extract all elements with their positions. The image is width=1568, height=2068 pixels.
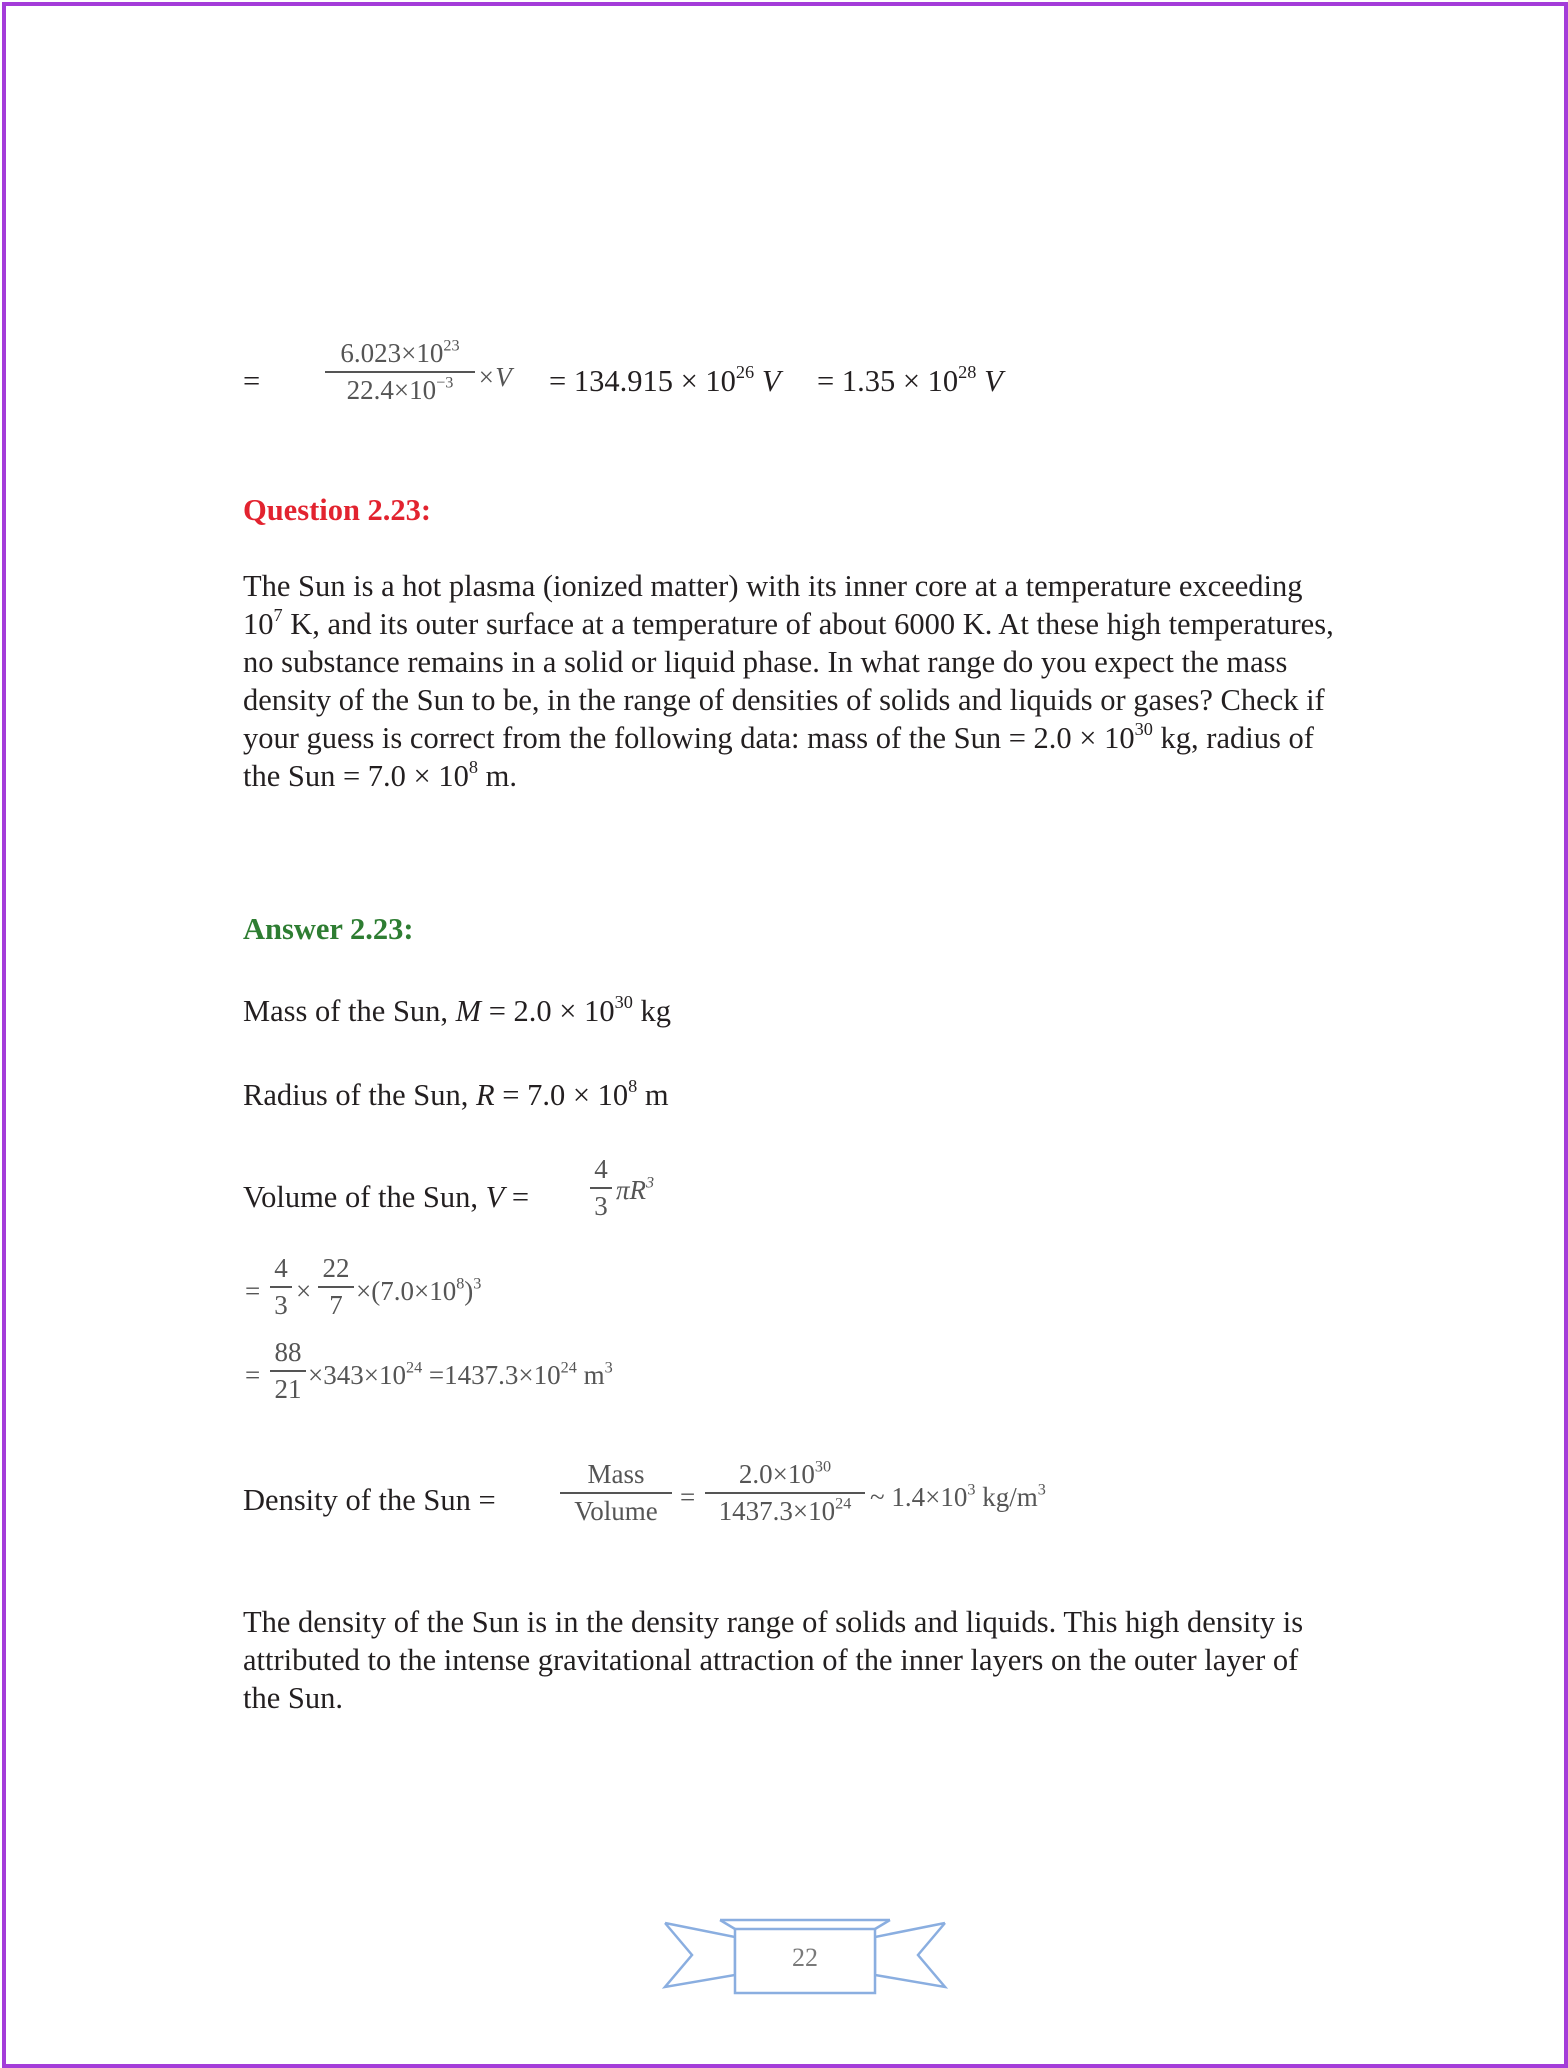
density-frac-values: $2.0\times 10^{30}$ $1437.3\times 10^{24}$ bbox=[705, 1459, 865, 1527]
conclusion-line-3: the Sun. bbox=[243, 1681, 343, 1715]
page-number: 22 bbox=[792, 1943, 818, 1972]
conclusion-text bbox=[243, 1603, 1373, 1717]
eq-equals: = bbox=[243, 364, 261, 398]
volume-frac: 4 3 bbox=[590, 1154, 612, 1222]
step1-frac-1: 4 3 bbox=[270, 1253, 292, 1321]
step1-equals: = bbox=[245, 1276, 261, 1306]
eq-result-2: = $1.35 \times 10^{28}$ V bbox=[817, 362, 1003, 398]
page-border bbox=[2, 2, 1568, 2068]
question-text bbox=[243, 567, 1373, 795]
density-result: ~ $1.4\times 10^3$ $kg/m^3$ bbox=[870, 1480, 1046, 1512]
step2-equals: = bbox=[245, 1360, 261, 1390]
step2-frac: 88 21 bbox=[270, 1337, 306, 1405]
question-line-6: the Sun = $7.0 \times 10^8$ m. bbox=[243, 757, 518, 793]
eq-denominator: $22.4\times 10^{-3}$ bbox=[346, 373, 454, 405]
volume-pi-r: $\pi R^3$ bbox=[616, 1173, 655, 1205]
eq-result-1: = $134.915 \times 10^{26}$ V bbox=[549, 362, 781, 398]
eq-numerator: $6.023\times 10^{23}$ bbox=[340, 336, 460, 368]
step1-frac-2: 22 7 bbox=[318, 1253, 354, 1321]
eq-times-v: ×V bbox=[477, 362, 512, 392]
question-heading: Question 2.23: bbox=[243, 493, 432, 527]
question-line-5: your guess is correct from the following data: mass of the Sun = $2.0 \times 10^{30}$ kg, radius of bbox=[243, 719, 1314, 755]
answer-mass: Mass of the Sun, $M = 2.0 \times 10^{30}$ kg bbox=[243, 992, 672, 1028]
question-line-4: density of the Sun to be, in the range of densities of solids and liquids or gases? Check if bbox=[243, 683, 1325, 717]
question-line-2: $10^7$ K, and its outer surface at a temperature of about 6000 K. At these high temperatures, bbox=[243, 605, 1334, 641]
conclusion-line-2: attributed to the intense gravitational attraction of the inner layers on the outer layer of bbox=[243, 1643, 1299, 1677]
answer-volume-label: Volume of the Sun, V = bbox=[243, 1180, 530, 1214]
question-line-3: no substance remains in a solid or liquid phase. In what range do you expect the mass bbox=[243, 645, 1288, 679]
step1-rest: $\times(7.0\times 10^8)^3$ bbox=[356, 1274, 482, 1306]
eq-fraction bbox=[325, 338, 475, 406]
conclusion-line-1: The density of the Sun is in the density range of solids and liquids. This high density is bbox=[243, 1605, 1304, 1639]
step1-times: × bbox=[296, 1276, 312, 1306]
question-line-1: The Sun is a hot plasma (ionized matter) with its inner core at a temperature exceeding bbox=[243, 569, 1303, 603]
step2-rest: $\times 343\times 10^{24} =1437.3\times 10^{24}$ $m^3$ bbox=[308, 1358, 613, 1390]
answer-radius: Radius of the Sun, $R = 7.0 \times 10^8$ m bbox=[243, 1076, 669, 1112]
density-label: Density of the Sun = bbox=[243, 1483, 496, 1517]
density-frac-words: Mass Volume bbox=[560, 1459, 672, 1527]
density-equals: = bbox=[680, 1482, 696, 1512]
answer-heading: Answer 2.23: bbox=[243, 912, 414, 946]
page-number-ribbon bbox=[660, 1915, 950, 2000]
